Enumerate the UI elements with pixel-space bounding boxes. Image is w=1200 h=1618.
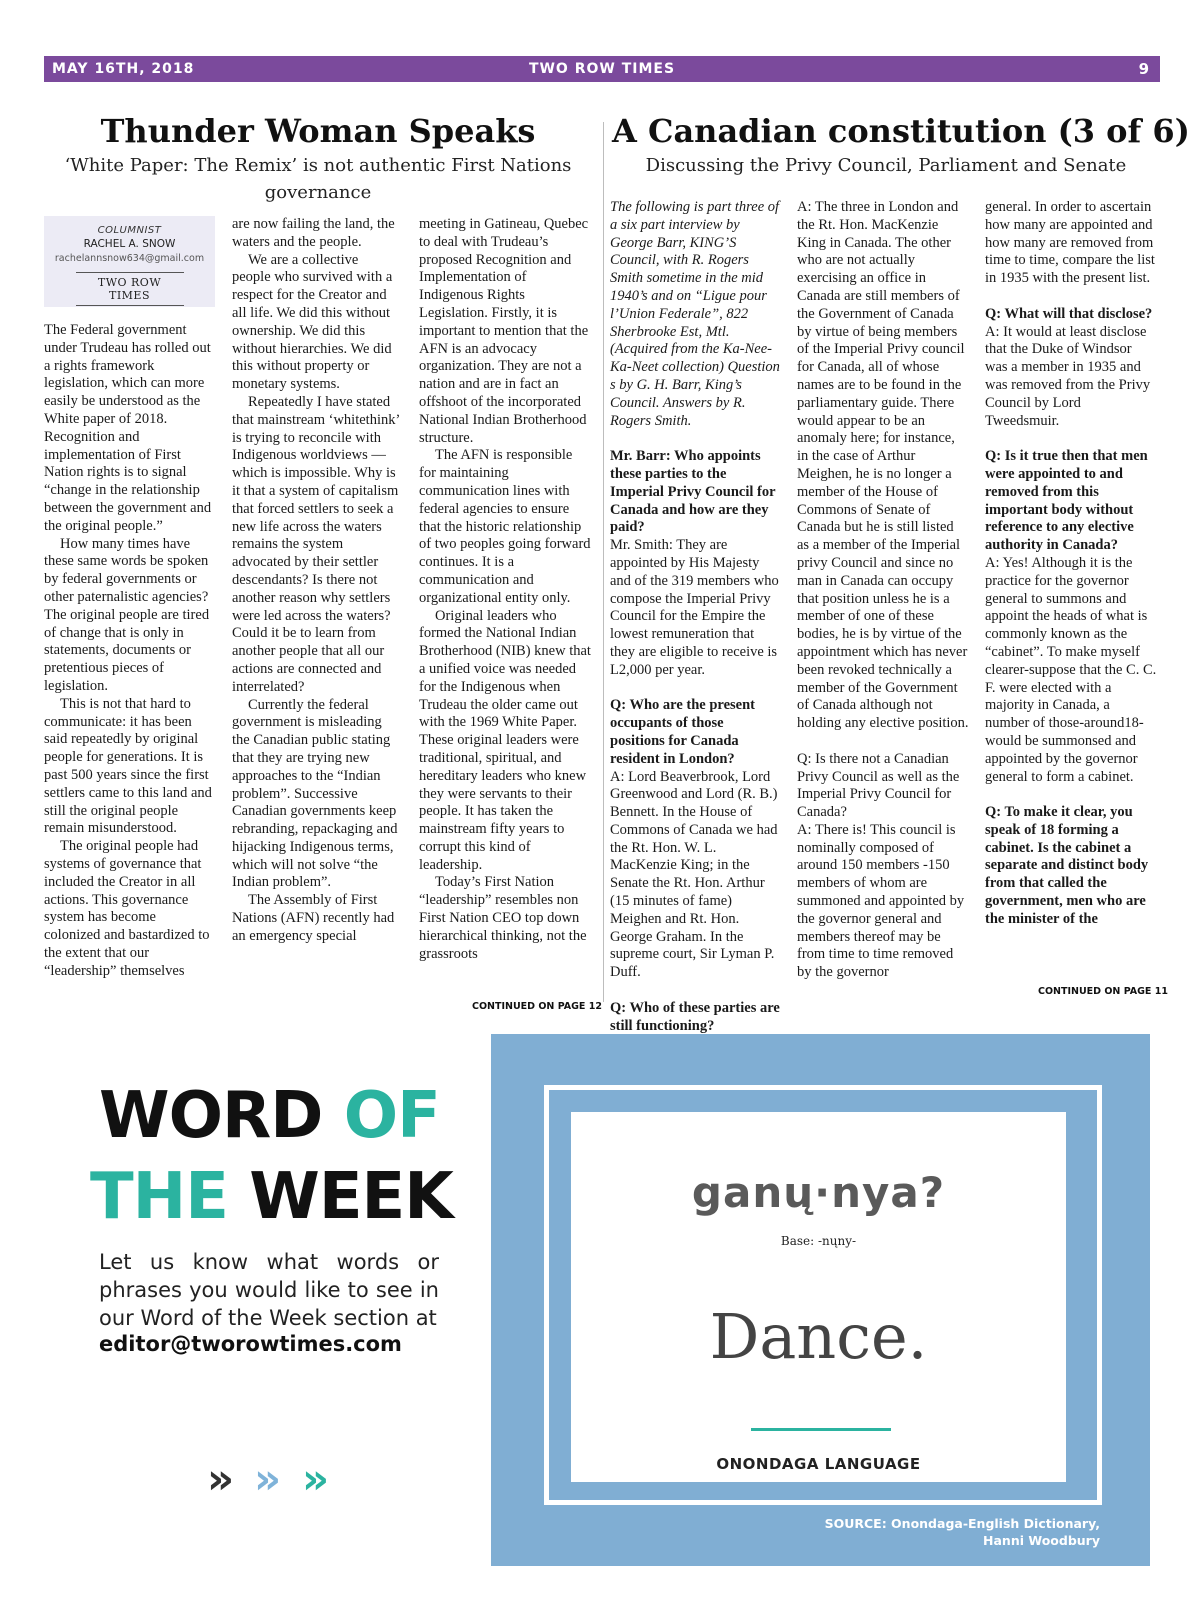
interview-question: Q: Who of these parties are still functioning? [610, 999, 780, 1034]
paragraph: Currently the federal government is misleading the Canadian public stating that they are trying new approaches to the “Indian problem”. Successive Canadian governments keep rebranding, repackaging and hijacking Indigenous terms, which will not solve “the Indian problem”. [232, 696, 398, 891]
wotw-heading-week: WEEK [249, 1160, 453, 1234]
interview-answer: A: The three in London and the Rt. Hon. MacKenzie King in Canada. The other who are not actually exercising an office in Canada are still members of the Government of Canada by virtue of being members of the Imperial Privy council for Canada, all of whose names are to be found in the parliamentary guide. There would appear to be an anomaly here; for instance, in the case of Arthur Meighen, he is no longer a member of the House of Commons of Senate of Canada but he is still listed as a member of the Imperial privy Council and since no man in Canada can occupy that position unless he is a member of one of these bodies, he is by virtue of the appointment which has never been revoked technically a member of the Government of Canada although not holding any elective position. [797, 199, 969, 732]
word-base: Base: -nųny- [780, 1234, 857, 1248]
right-continued-notice: CONTINUED ON PAGE 11 [1038, 986, 1168, 997]
interview-intro: The following is part three of a six part interview by George Barr, KING’S Council, with R. Rogers Smith sometime in the mid 1940’s and on “Ligue pour l’Union Federale”, 822 Sherbrooke Est, Mtl. (Acquired from the Ka-Nee-Ka-Neet collection) Question s by G. H. Barr, King’s Council. Answers by R. Rogers Smith. [610, 199, 780, 429]
right-article-column-2 [797, 199, 969, 982]
left-article-subtitle: ‘White Paper: The Remix’ is not authentic First Nations governance [64, 155, 572, 203]
paragraph: We are a collective people who survived with a respect for the Creator and all life. We did this without ownership. We did this without hierarchies. We did this without property or monetary systems. [232, 251, 393, 393]
columnist-outlet-logo: TWO ROW TIMES [76, 272, 184, 306]
interview-question: Q: Is there not a Canadian Privy Council as well as the Imperial Privy Council for Canada? [797, 750, 960, 821]
paragraph: The Assembly of First Nations (AFN) recently had an emergency special [232, 892, 395, 944]
paragraph: The Federal government under Trudeau has rolled out a rights framework legislation, which can more easily be understood as the White paper of 2018. Recognition and implementation of First Nation rights is to signal “change in the relationship between the government and the original people.” [44, 322, 212, 534]
interview-answer: A: Yes! Although it is the practice for the governor general to summons and appoint the heads of what is commonly known as the “cabinet”. To make myself clearer-suppose that the C. C. F. were elected with a majority in Canada, a number of those-around18- would be summonsed and appointed by the governor general to form a cabinet. [985, 554, 1157, 785]
wotw-heading-line-1 [99, 1079, 440, 1153]
interview-answer: general. In order to ascertain how many are appointed and how many are removed from time to time, compare the list in 1935 with the present list. [985, 199, 1155, 287]
onondaga-word: ganų·nya? [691, 1168, 946, 1217]
paragraph: Repeatedly I have stated that mainstream ‘whitethink’ is trying to reconcile with Indigenous worldviews — which is impossible. Why is it that a system of capitalism that forced settlers to seek a new life across the waters remains the system advocated by their settler descendants? Is there not another reason why settlers were led across the waters? Could it be to learn from another people that all our actions are connected and interrelated? [232, 393, 400, 695]
interview-answer: A: There is! This council is nominally composed of around 150 members -150 members of whom are summoned and appointed by the governor general and members thereof may be from time to time removed by the governor [797, 821, 965, 981]
columnist-name: RACHEL A. SNOW [83, 238, 176, 250]
wotw-heading-word: WORD [99, 1079, 323, 1153]
wotw-editor-email[interactable]: editor@tworowtimes.com [99, 1332, 402, 1356]
wotw-heading-the: THE [90, 1160, 228, 1234]
interview-answer: A: It would at least disclose that the Duke of Windsor was a member in 1935 and was removed from the Privy Council by Lord Tweedsmuir. [985, 323, 1151, 429]
paragraph: The original people had systems of governance that included the Creator in all actions. This governance system has become colonized and bastardized to the extent that our “leadership” themselves [44, 838, 210, 979]
columnist-box [44, 216, 215, 307]
columnist-email[interactable]: rachelannsnow634@gmail.com [54, 253, 205, 264]
right-article-title: A Canadian constitution (3 of 6) [612, 112, 1190, 150]
left-continued-notice: CONTINUED ON PAGE 12 [472, 1001, 602, 1012]
paragraph: How many times have these same words be spoken by federal governments or other paternalistic agencies? The original people are tired of change that is only in statements, documents or pretentious pieces of legislation. [44, 535, 210, 694]
right-article-subtitle: Discussing the Privy Council, Parliament and Senate [645, 155, 1127, 176]
interview-question: Q: Is it true then that men were appointed to and removed from this important body without reference to any elective authority in Canada? [985, 448, 1148, 554]
dictionary-source [780, 1515, 1100, 1549]
paragraph: This is not that hard to communicate: it has been said repeatedly by original people for generations. It is past 500 years since the first settlers came to this land and still the original people remain misunderstood. [44, 695, 212, 837]
language-label: ONONDAGA LANGUAGE [716, 1455, 921, 1473]
chevron-icon: » [254, 1454, 282, 1503]
chevron-icon: » [302, 1454, 330, 1503]
left-article-title: Thunder Woman Speaks [100, 112, 536, 150]
wotw-promo-text: Let us know what words or phrases you would like to see in our Word of the Week section at [99, 1250, 439, 1330]
column-divider [603, 122, 604, 1002]
publication-name: TWO ROW TIMES [528, 61, 676, 77]
word-card [571, 1112, 1066, 1482]
left-article-column-2 [232, 216, 400, 946]
columnist-role: COLUMNIST [97, 225, 162, 236]
right-article-column-1 [610, 199, 780, 1035]
word-meaning: Dance. [709, 1300, 928, 1373]
page-number: 9 [1138, 60, 1150, 78]
left-article-column-1 [44, 322, 215, 980]
page-header-bar [44, 56, 1160, 82]
paragraph: Original leaders who formed the National Indian Brotherhood (NIB) knew that a unified voice was needed for the Indigenous when Trudeau the older came out with the 1969 White Paper. These original leaders were traditional, spiritual, and hereditary leaders who knew they were servants to their people. It has taken the mainstream fifty years to corrupt this kind of leadership. [419, 607, 591, 873]
interview-question: Mr. Barr: Who appoints these parties to the Imperial Privy Council for Canada and how are they paid? [610, 448, 776, 536]
interview-answer: A: Lord Beaverbrook, Lord Greenwood and Lord (R. B.) Bennett. In the House of Commons of Canada we had the Rt. Hon. W. L. MacKenzie King; in the Senate the Rt. Hon. Arthur (15 minutes of fame) Meighen and Rt. Hon. George Graham. In the supreme court, Sir Lyman P. Duff. [610, 768, 778, 981]
paragraph: meeting in Gatineau, Quebec to deal with Trudeau’s proposed Recognition and Implementation of Indigenous Rights Legislation. Firstly, it is important to mention that the AFN is an advocacy organization. They are not a nation and are in fact an offshoot of the incorporated National Indian Brotherhood structure. [419, 216, 589, 446]
left-article-column-3 [419, 216, 591, 963]
interview-question: Q: Who are the present occupants of those positions for Canada resident in London? [610, 697, 755, 767]
card-divider [751, 1428, 891, 1431]
right-article-column-3 [985, 199, 1157, 929]
interview-question: Q: What will that disclose? [985, 305, 1153, 322]
interview-answer: Mr. Smith: They are appointed by His Majesty and of the 319 members who compose the Imperial Privy Council for the Empire the lowest remuneration that they are eligible to receive is L2,000 per year. [610, 537, 779, 678]
paragraph: are now failing the land, the waters and the people. [232, 216, 395, 250]
paragraph: The AFN is responsible for maintaining communication lines with federal agencies to ensure that the historic relationship of two peoples going forward continues. It is a communication and organizational entity only. [419, 447, 591, 606]
source-line: SOURCE: Onondaga-English Dictionary, [824, 1516, 1100, 1531]
interview-question: Q: To make it clear, you speak of 18 forming a cabinet. Is the cabinet a separate and distinct body from that called the government, men who are the minister of the [985, 804, 1149, 927]
wotw-heading-of: OF [343, 1079, 440, 1153]
paragraph: Today’s First Nation “leadership” resembles non First Nation CEO top down hierarchical thinking, not the grassroots [419, 874, 587, 962]
wotw-heading-line-2 [90, 1160, 453, 1234]
issue-date: MAY 16TH, 2018 [52, 61, 195, 77]
chevron-icon: » [207, 1454, 235, 1503]
source-line: Hanni Woodbury [983, 1533, 1100, 1548]
